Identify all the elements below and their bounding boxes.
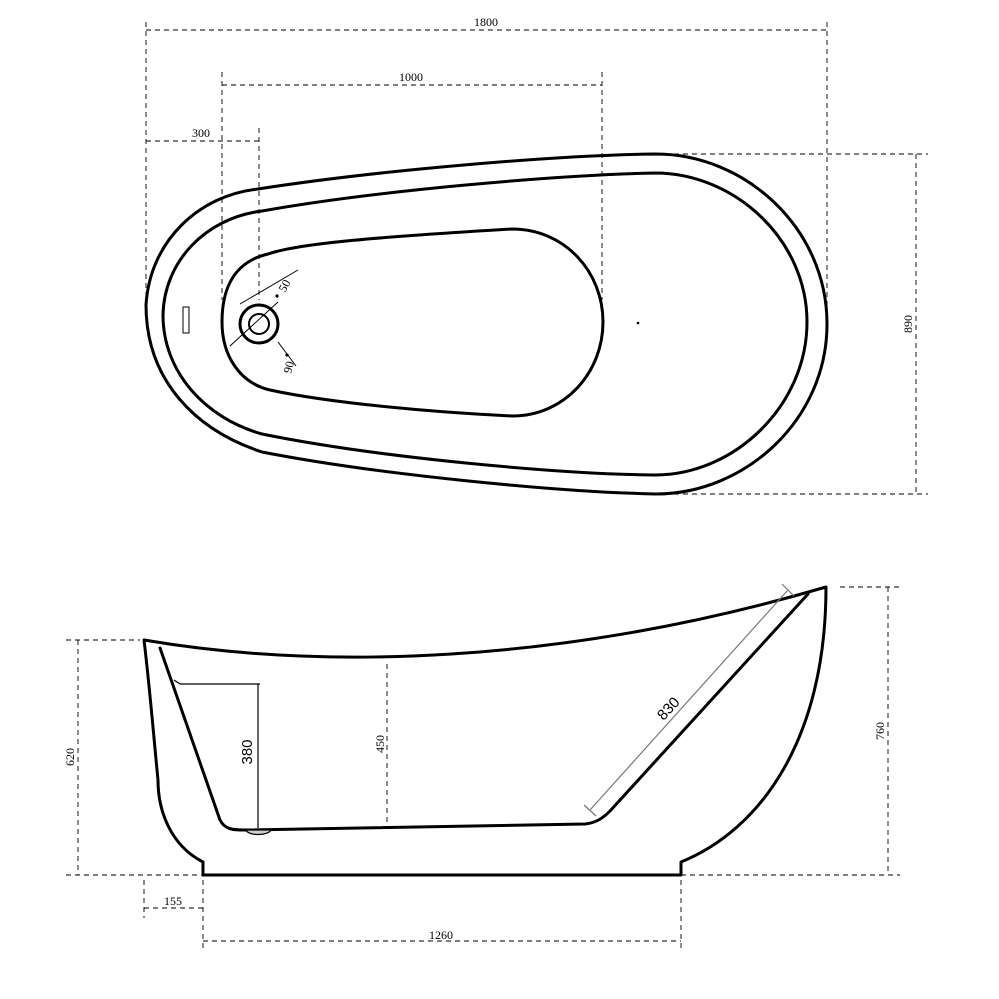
side-view-overflow [174, 680, 180, 684]
drain-dim-dot [285, 353, 288, 356]
center-point [637, 322, 640, 325]
drain-small-diameter-label: 50 [275, 277, 294, 295]
drain-inner [249, 314, 269, 334]
overall-length-label: 1800 [474, 15, 498, 29]
side-view-inner-profile [160, 594, 808, 830]
overall-width-label: 890 [901, 315, 915, 333]
end-height-label: 620 [63, 748, 77, 766]
inner-length-label: 1000 [399, 70, 423, 84]
drain-dim-dot [275, 294, 278, 297]
depth-label: 450 [373, 735, 387, 753]
dim-830-tick-start [584, 805, 596, 816]
backrest-length-label: 830 [653, 693, 684, 724]
top-view [146, 15, 928, 494]
side-view-outer-profile [144, 587, 826, 875]
overflow-height-label: 380 [239, 739, 256, 765]
top-view-inner-rim [163, 173, 807, 475]
side-view-drain [246, 830, 271, 835]
drain-outer [240, 305, 278, 343]
overflow-slot [183, 307, 189, 333]
total-height-label: 760 [873, 722, 887, 740]
base-length-label: 1260 [429, 928, 453, 942]
base-offset-label: 155 [164, 894, 182, 908]
drain-large-diameter-label: 90 [280, 359, 298, 375]
side-view [63, 584, 900, 950]
drain-offset-label: 300 [192, 126, 210, 140]
